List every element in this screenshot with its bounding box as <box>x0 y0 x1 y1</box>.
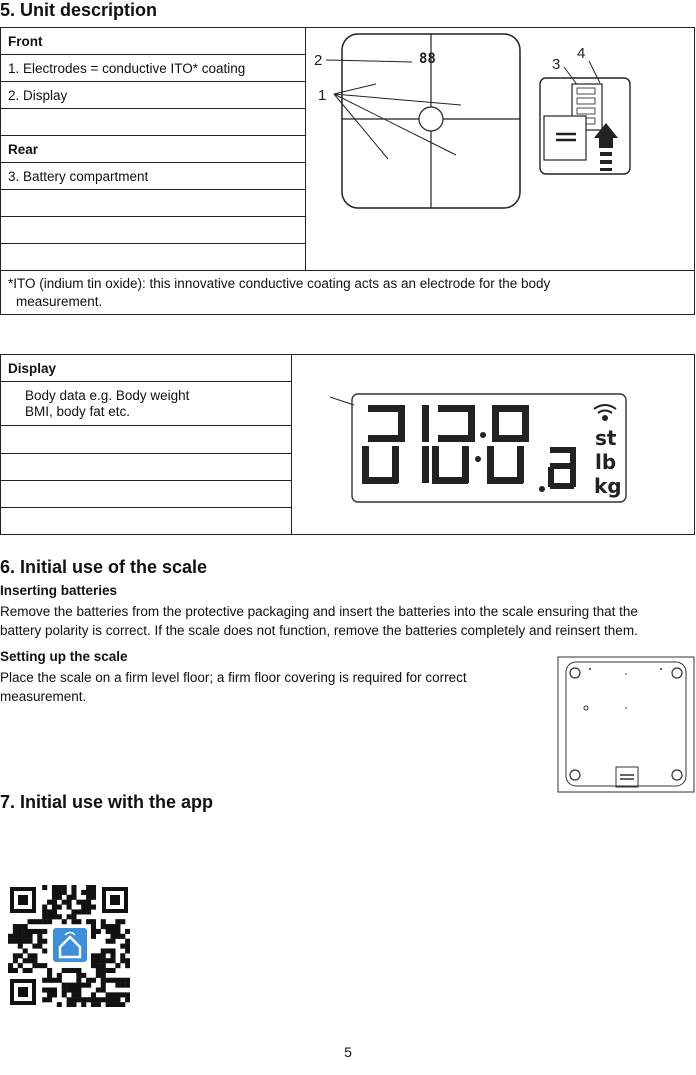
unit-kg: kg <box>594 474 622 498</box>
section-5-title: 5. Unit description <box>0 0 158 20</box>
display-figure-cell <box>292 355 695 535</box>
display-empty-2 <box>1 453 292 480</box>
ito-footnote: *ITO (indium tin oxide): this innovative conductive coating acts as an electrode for the body measurement. <box>1 271 695 315</box>
callout-1: 1 <box>318 87 327 104</box>
lcd-digits <box>362 405 576 492</box>
inserting-batteries-text: Remove the batteries from the protective packaging and insert the batteries into the scale ensuring that the battery polarity is correct. If the scale does not function, remove the batteries completely and reinsert them. <box>0 604 638 638</box>
unit-st: st <box>595 426 617 450</box>
setting-up-heading: Setting up the scale <box>0 649 128 664</box>
mini-display-digits: 88 <box>419 51 436 67</box>
display-table <box>0 354 695 535</box>
front-item-1: 1. Electrodes = conductive ITO* coating <box>1 55 306 82</box>
section-6-title: 6. Initial use of the scale <box>0 557 208 577</box>
rear-item-empty-1 <box>1 190 306 217</box>
setting-up-text: Place the scale on a firm level floor; a firm floor covering is required for correct measurement. <box>0 670 467 704</box>
callout-2: 2 <box>314 52 323 69</box>
scale-front-rear-diagram <box>306 28 696 268</box>
lcd-display-diagram <box>292 355 696 536</box>
inserting-batteries-heading: Inserting batteries <box>0 583 118 598</box>
rear-item-empty-3 <box>1 244 306 271</box>
callout-4: 4 <box>577 45 586 62</box>
rear-item-3: 3. Battery compartment <box>1 163 306 190</box>
display-item-body-data: Body data e.g. Body weight BMI, body fat etc. <box>1 382 292 426</box>
display-empty-4 <box>1 507 292 534</box>
display-empty-3 <box>1 480 292 507</box>
app-home-icon <box>52 927 88 963</box>
scale-bottom-view <box>557 656 695 793</box>
display-empty-1 <box>1 426 292 453</box>
rear-header: Rear <box>1 136 306 163</box>
display-header: Display <box>1 355 292 382</box>
callout-3: 3 <box>552 56 561 73</box>
wifi-icon <box>594 405 616 420</box>
battery-cover <box>544 116 586 160</box>
front-header: Front <box>1 28 306 55</box>
app-qr-code[interactable] <box>8 885 130 1007</box>
rear-item-empty-2 <box>1 217 306 244</box>
section-7-title: 7. Initial use with the app <box>0 792 214 812</box>
page-number: 5 <box>344 1044 352 1060</box>
scale-figure-cell <box>306 28 695 271</box>
front-item-2: 2. Display <box>1 82 306 109</box>
unit-description-table <box>0 27 695 315</box>
unit-lb: lb <box>595 450 617 474</box>
front-item-empty <box>1 109 306 136</box>
